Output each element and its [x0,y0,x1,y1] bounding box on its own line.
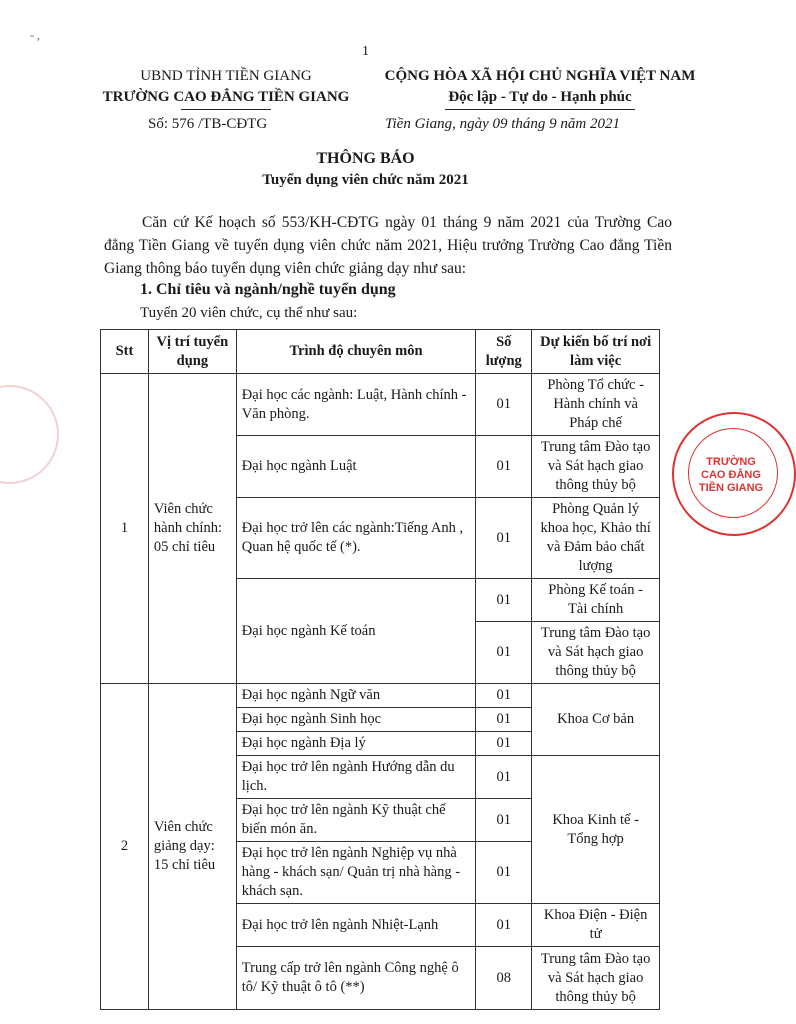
issuer-underline [181,109,271,110]
table-row [101,374,660,436]
official-seal [672,412,796,536]
count-cell: 01 [476,842,532,904]
college-name: TRƯỜNG CAO ĐẲNG TIỀN GIANG [102,89,350,105]
count-cell: 01 [476,498,532,579]
col-qualification: Trình độ chuyên môn [236,330,475,374]
qualification-cell: Đại học trở lên ngành Kỹ thuật chế biến món ăn. [236,799,475,842]
group1-position: Viên chức hành chính: 05 chỉ tiêu [148,374,236,684]
document-date: Tiền Giang, ngày 09 tháng 9 năm 2021 [385,116,620,132]
qualification-cell: Đại học trở lên ngành Nghiệp vụ nhà hàng - khách sạn/ Quản trị nhà hàng - khách sạn. [236,842,475,904]
col-count: Số lượng [476,330,532,374]
corner-mark: - , [30,28,40,42]
group2-stt: 2 [101,684,149,1010]
table-row [101,684,660,708]
col-stt: Stt [101,330,149,374]
count-cell: 01 [476,904,532,947]
placement-cell: Phòng Kế toán - Tài chính [532,579,660,622]
document-number: Số: 576 /TB-CĐTG [148,116,268,132]
qualification-cell: Đại học ngành Địa lý [236,732,475,756]
qualification-cell: Đại học các ngành: Luật, Hành chính - Văn phòng. [236,374,475,436]
document-title: THÔNG BÁO [316,150,415,167]
recruitment-table [100,329,660,1010]
placement-cell: Trung tâm Đào tạo và Sát hạch giao thông thủy bộ [532,947,660,1010]
document-subtitle: Tuyển dụng viên chức năm 2021 [262,172,469,188]
page-number: 1 [362,44,369,59]
placement-cell: Phòng Quản lý khoa học, Khảo thí và Đảm bảo chất lượng [532,498,660,579]
qualification-cell: Đại học ngành Ngữ văn [236,684,475,708]
col-placement: Dự kiến bố trí nơi làm việc [532,330,660,374]
col-position: Vị trí tuyển dụng [148,330,236,374]
count-cell: 01 [476,622,532,684]
qualification-cell: Đại học ngành Kế toán [236,579,475,684]
count-cell: 01 [476,374,532,436]
seal-text: TRƯỜNG CAO ĐẲNG TIỀN GIANG [698,456,764,494]
count-cell: 01 [476,579,532,622]
count-cell: 01 [476,708,532,732]
table-header-row [101,330,660,374]
motto-underline [445,109,635,110]
intro-paragraph: Căn cứ Kế hoạch số 553/KH-CĐTG ngày 01 tháng 9 năm 2021 của Trường Cao đẳng Tiền Giang về tuyển dụng viên chức năm 2021, Hiệu trưởng Trường Cao đẳng Tiền Giang thông báo tuyển dụng viên chức giảng dạy như sau: [104,214,672,277]
placement-cell: Trung tâm Đào tạo và Sát hạch giao thông thủy bộ [532,436,660,498]
group2-position: Viên chức giảng dạy: 15 chỉ tiêu [148,684,236,1010]
placement-cell: Phòng Tổ chức - Hành chính và Pháp chế [532,374,660,436]
count-cell: 01 [476,436,532,498]
national-title: CỘNG HÒA XÃ HỘI CHỦ NGHĨA VIỆT NAM [384,68,696,84]
count-cell: 01 [476,799,532,842]
issuer-header [95,66,357,110]
province-committee: UBND TỈNH TIỀN GIANG [140,68,312,84]
count-cell: 01 [476,756,532,799]
faded-stamp-left [0,385,59,484]
group1-stt: 1 [101,374,149,684]
count-cell: 01 [476,732,532,756]
qualification-cell: Đại học trở lên ngành Nhiệt-Lạnh [236,904,475,947]
recruit-summary: Tuyển 20 viên chức, cụ thể như sau: [140,305,358,321]
placement-cell: Khoa Kinh tế - Tổng hợp [532,756,660,904]
qualification-cell: Đại học ngành Luật [236,436,475,498]
qualification-cell: Đại học trở lên ngành Hướng dẫn du lịch. [236,756,475,799]
national-header [340,66,740,110]
placement-cell: Khoa Điện - Điện tử [532,904,660,947]
placement-cell: Khoa Cơ bản [532,684,660,756]
qualification-cell: Đại học ngành Sinh học [236,708,475,732]
section-heading: 1. Chỉ tiêu và ngành/nghề tuyển dụng [140,281,396,298]
count-cell: 08 [476,947,532,1010]
national-motto: Độc lập - Tự do - Hạnh phúc [448,89,632,105]
count-cell: 01 [476,684,532,708]
placement-cell: Trung tâm Đào tạo và Sát hạch giao thông thủy bộ [532,622,660,684]
qualification-cell: Trung cấp trở lên ngành Công nghệ ô tô/ Kỹ thuật ô tô (**) [236,947,475,1010]
qualification-cell: Đại học trở lên các ngành:Tiếng Anh , Quan hệ quốc tế (*). [236,498,475,579]
